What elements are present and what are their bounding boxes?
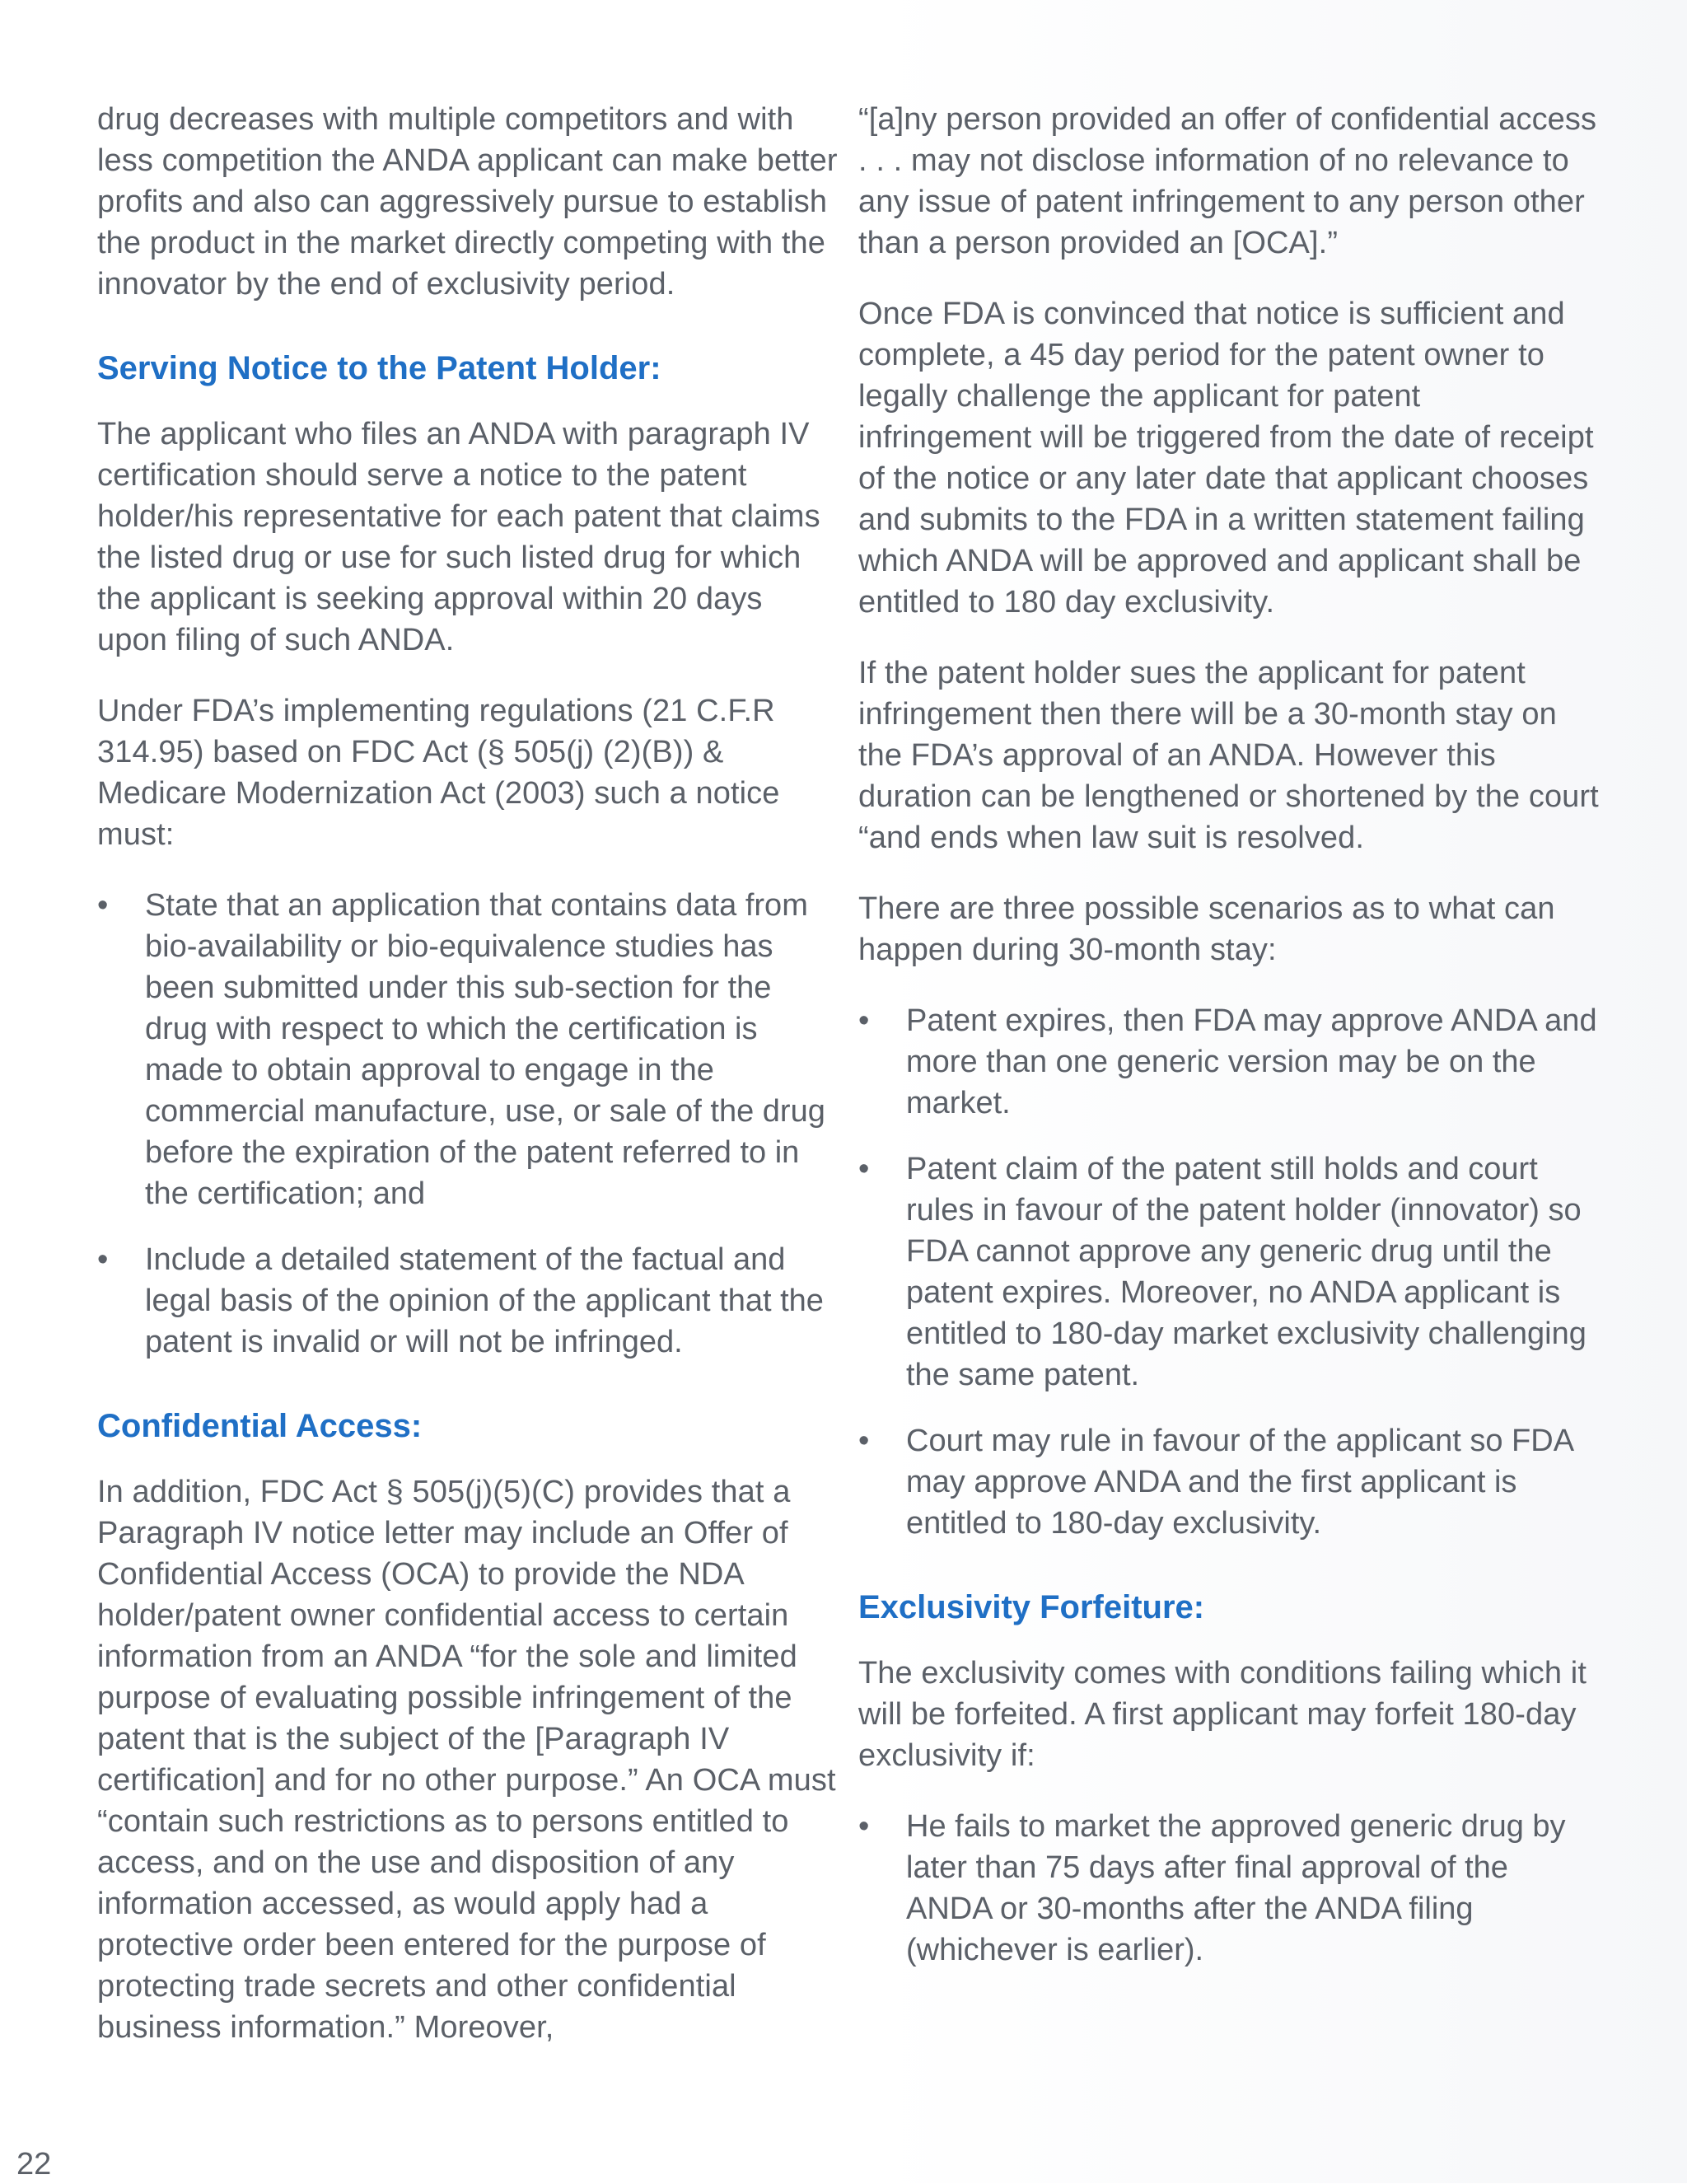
body-paragraph: “[a]ny person provided an offer of confidential access . . . may not disclose information of no relevance to any issue of patent infringement to any person other than a person provided an [OCA].”: [858, 102, 1597, 260]
section-heading-confidential-access: Confidential Access:: [97, 1408, 423, 1444]
list-item: [858, 1806, 1600, 1971]
left-column: [97, 99, 839, 2078]
notice-requirements-list: [97, 885, 839, 1363]
list-item: [858, 1420, 1600, 1544]
section-heading-exclusivity-forfeiture: Exclusivity Forfeiture:: [858, 1589, 1205, 1625]
list-item: [858, 1000, 1600, 1124]
body-paragraph: Once FDA is convinced that notice is sufficient and complete, a 45 day period for the patent owner to legally challenge the applicant for patent infringement will be triggered from the date of receipt of the notice or any later date that applicant chooses and submits to the FDA in a written statement failing which ANDA will be approved and applicant shall be entitled to 180 day exclusivity.: [858, 297, 1594, 620]
list-item: [858, 1148, 1600, 1396]
body-paragraph: drug decreases with multiple competitors and with less competition the ANDA applicant can make better profits and also can aggressively pursue to establish the product in the market directly competing with the innovator by the end of exclusivity period.: [97, 102, 838, 302]
list-item: [97, 1239, 839, 1363]
bullet-icon: •: [858, 1003, 870, 1038]
body-paragraph: The exclusivity comes with conditions failing which it will be forfeited. A first applicant may forfeit 180-day exclusivity if:: [858, 1656, 1587, 1773]
bullet-icon: •: [858, 1809, 870, 1844]
body-paragraph: If the patent holder sues the applicant for patent infringement then there will be a 30-month stay on the FDA’s approval of an ANDA. However this duration can be lengthened or shortened by the court “and ends when law suit is resolved.: [858, 656, 1599, 855]
body-paragraph: There are three possible scenarios as to what can happen during 30-month stay:: [858, 891, 1555, 967]
list-item-text: Court may rule in favour of the applicant so FDA may approve ANDA and the first applicant is entitled to 180-day exclusivity.: [906, 1424, 1573, 1541]
list-item-text: Patent claim of the patent still holds and court rules in favour of the patent holder (innovator) so FDA cannot approve any generic drug until the patent expires. Moreover, no ANDA applicant is entitled to 180-day market exclusivity challenging the same patent.: [906, 1152, 1587, 1392]
bullet-icon: •: [858, 1424, 870, 1458]
section-heading-serving-notice: Serving Notice to the Patent Holder:: [97, 350, 661, 386]
right-column: [858, 99, 1600, 2000]
body-paragraph: In addition, FDC Act § 505(j)(5)(C) provides that a Paragraph IV notice letter may include an Offer of Confidential Access (OCA) to provide the NDA holder/patent owner confidential access to certain information from an ANDA “for the sole and limited purpose of evaluating possible infringement of the patent that is the subject of the [Paragraph IV certification] and for no other purpose.” An OCA must “contain such restrictions as to persons entitled to access, and on the use and disposition of any information accessed, as would apply had a protective order been entered for the purpose of protecting trade secrets and other confidential business information.” Moreover,: [97, 1475, 836, 2045]
list-item-text: State that an application that contains data from bio-availability or bio-equivalence studies has been submitted under this sub-section for the drug with respect to which the certification is made to obtain approval to engage in the commercial manufacture, use, or sale of the drug before the expiration of the patent referred to in the certification; and: [145, 888, 825, 1211]
list-item-text: Patent expires, then FDA may approve ANDA and more than one generic version may be on the market.: [906, 1003, 1597, 1120]
bullet-icon: •: [858, 1152, 870, 1186]
list-item-text: Include a detailed statement of the factual and legal basis of the opinion of the applicant that the patent is invalid or will not be infringed.: [145, 1242, 824, 1359]
stay-scenarios-list: [858, 1000, 1600, 1544]
forfeiture-conditions-list: [858, 1806, 1600, 1971]
page-number: 22: [16, 2147, 52, 2182]
body-paragraph: The applicant who files an ANDA with paragraph IV certification should serve a notice to the patent holder/his representative for each patent that claims the listed drug or use for such listed drug for which the applicant is seeking approval within 20 days upon filing of such ANDA.: [97, 417, 820, 657]
bullet-icon: •: [97, 1242, 109, 1277]
bullet-icon: •: [97, 888, 109, 923]
list-item-text: He fails to market the approved generic drug by later than 75 days after final approval of the ANDA or 30-months after the ANDA filing (whichever is earlier).: [906, 1809, 1566, 1967]
body-paragraph: Under FDA’s implementing regulations (21 C.F.R 314.95) based on FDC Act (§ 505(j) (2)(B)) & Medicare Modernization Act (2003) such a notice must:: [97, 694, 780, 852]
list-item: [97, 885, 839, 1214]
